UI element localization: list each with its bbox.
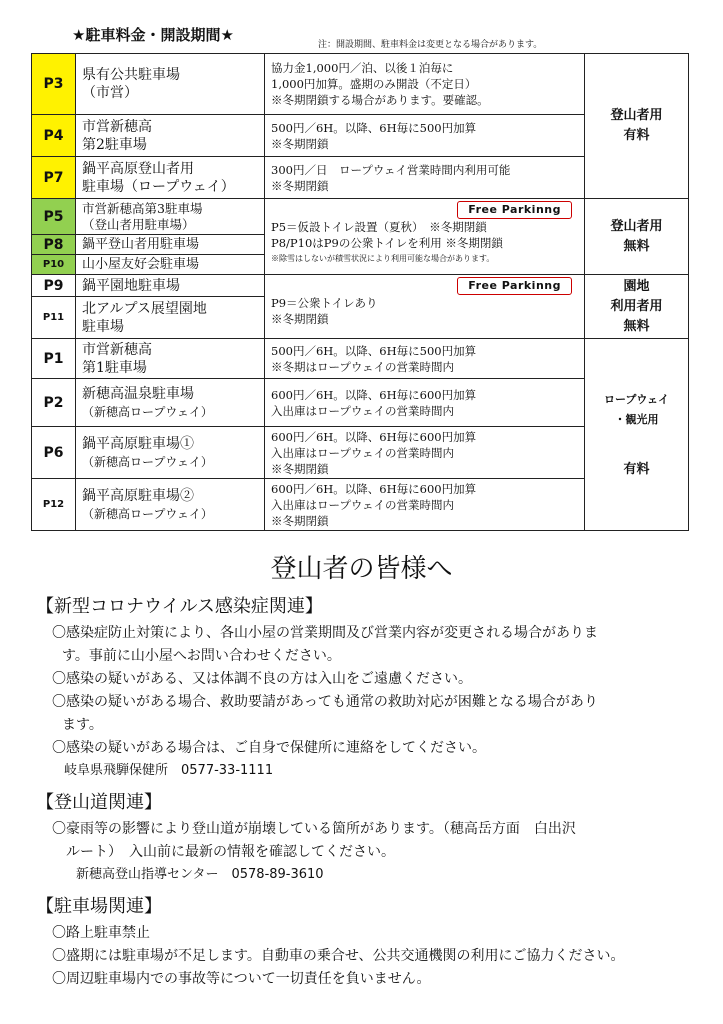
parking-name [76,54,265,115]
free-parking-badge-wrap [271,277,584,295]
parking-detail [265,427,585,479]
detail-line: 600円／6H。以降、6H毎に600円加算 [271,387,477,402]
detail-line: ※冬期閉鎖する場合があります。要確認。 [271,93,489,107]
parking-code: P7 [32,157,76,199]
detail-line: ※冬期閉鎖 [271,461,329,476]
parking-name-line: 北アルプス展望園地 [82,300,207,317]
usage-line: ・観光用 [614,412,659,426]
usage-line: 有料 [623,461,650,477]
notice-item: 〇感染の疑いがある場合は、ご自身で保健所に連絡をしてください。 [52,740,486,756]
main-heading: 登山者の皆様へ [270,554,453,584]
parking-name-line: 鍋平高原駐車場① [82,435,194,452]
header-note: 注：開設期間、駐車料金は変更となる場合があります。 [318,40,543,50]
parking-code: P1 [32,339,76,379]
parking-name: 山小屋友好会駐車場 [76,255,265,275]
section-title-covid: 【新型コロナウイルス感染症関連】 [36,596,323,617]
parking-detail [265,157,585,199]
notice-item-cont: ます。 [62,717,103,733]
detail-line: 600円／6H。以降、6H毎に600円加算 [271,429,477,444]
parking-name-line: 第1駐車場 [82,359,147,376]
parking-name [76,479,265,531]
parking-name-line: （新穂高ロープウェイ） [82,404,213,419]
parking-detail [265,199,585,275]
parking-name-line: （登山者用駐車場） [82,216,195,232]
notice-item: 〇感染の疑いがある場合、救助要請があっても通常の救助対応が困難となる場合があり [52,694,598,710]
detail-line: P8/P10はP9の公衆トイレを利用 ※冬期閉鎖 [271,236,503,250]
detail-line: 500円／6H。以降、6H毎に500円加算 [271,120,477,135]
parking-name [76,379,265,427]
parking-code: P8 [32,235,76,255]
parking-code: P3 [32,54,76,115]
detail-line: 入出庫はロープウェイの営業時間内 [271,403,454,418]
notices [36,592,720,991]
notice-item-cont: ルート） 入山前に最新の情報を確認してください。 [66,844,395,860]
parking-code: P2 [32,379,76,427]
section-title-trail: 【登山道関連】 [36,792,162,813]
parking-code: P11 [32,297,76,339]
parking-code: P5 [32,199,76,235]
usage-cell [585,339,689,531]
parking-detail [265,479,585,531]
usage-spacer [585,430,688,460]
parking-name: 鍋平登山者用駐車場 [76,235,265,255]
contact-line: 新穂高登山指導センター 0578-89-3610 [76,867,324,882]
contact-line: 岐阜県飛騨保健所 0577-33-1111 [64,763,274,778]
usage-line: 有料 [623,128,650,143]
section-title-parking: 【駐車場関連】 [36,896,162,917]
parking-name-line: （新穂高ロープウェイ） [82,506,213,521]
detail-line: P5＝仮設トイレ設置（夏秋） ※冬期閉鎖 [271,220,487,234]
detail-line: ※冬期はロープウェイの営業時間内 [271,359,454,374]
parking-detail [265,379,585,427]
table-row [32,339,689,379]
parking-name-line: 第2駐車場 [82,136,147,153]
parking-name-line: 駐車場（ロープウェイ） [82,178,235,195]
parking-name-line: 市営新穂高 [82,341,152,358]
notice-item: 〇路上駐車禁止 [52,925,150,941]
parking-name-line: 鍋平高原駐車場② [82,487,194,504]
parking-name-line: （市営） [82,85,138,101]
free-parking-badge: Free Parkinng [457,201,572,219]
parking-detail [265,275,585,339]
detail-line: ※冬期閉鎖 [271,312,329,326]
parking-name [76,157,265,199]
detail-line: 入出庫はロープウェイの営業時間内 [271,445,454,460]
notice-item-cont: す。事前に山小屋へお問い合わせください。 [62,648,341,664]
header-title: ★駐車料金・開設期間★ [72,26,234,44]
detail-line: 300円／日 ロープウェイ営業時間内利用可能 [271,162,511,177]
parking-name-line: 市営新穂高 [82,118,152,135]
table-row [32,199,689,235]
notice-item: 〇周辺駐車場内での事故等について一切責任を負いません。 [52,971,431,987]
parking-name-line: （新穂高ロープウェイ） [82,454,213,469]
usage-line: 登山者用 [610,108,663,123]
usage-line: 無料 [623,238,650,254]
parking-name [76,427,265,479]
detail-line: 600円／6H。以降、6H毎に600円加算 [271,481,477,496]
usage-line: ロープウェイ [603,392,669,406]
parking-code: P9 [32,275,76,297]
parking-table [31,53,689,531]
usage-line: 園地 [623,278,650,294]
free-parking-badge-wrap [271,201,584,219]
notice-item: 〇感染症防止対策により、各山小屋の営業期間及び営業内容が変更される場合がありま [52,625,598,641]
free-parking-badge: Free Parkinng [457,277,572,295]
parking-name [76,115,265,157]
parking-code: P6 [32,427,76,479]
usage-line: 無料 [623,318,650,334]
parking-detail [265,115,585,157]
parking-name [76,297,265,339]
parking-name-line: 市営新穂高第3駐車場 [82,200,203,216]
detail-line: 500円／6H。以降、6H毎に500円加算 [271,343,477,358]
notice-item: 〇豪雨等の影響により登山道が崩壊している箇所があります。（穂高岳方面 白出沢 [52,821,576,837]
parking-name: 鍋平園地駐車場 [76,275,265,297]
usage-line: 登山者用 [610,218,663,234]
parking-code: P12 [32,479,76,531]
usage-line: 利用者用 [610,298,663,314]
detail-line: ※冬期閉鎖 [271,513,329,528]
notice-item: 〇盛期には駐車場が不足します。自動車の乗合せ、公共交通機関の利用にご協力ください。 [52,948,625,964]
usage-cell [585,54,689,199]
parking-detail [265,339,585,379]
parking-name-line: 駐車場 [82,318,124,335]
parking-name-line: 県有公共駐車場 [82,67,180,83]
detail-line: 協力金1,000円／泊、以後１泊毎に [271,61,454,75]
parking-name-line: 新穂高温泉駐車場 [82,385,194,402]
usage-cell [585,199,689,275]
parking-code: P4 [32,115,76,157]
parking-name [76,199,265,235]
detail-line: ※冬期閉鎖 [271,178,329,193]
detail-line: 入出庫はロープウェイの営業時間内 [271,497,454,512]
parking-detail [265,54,585,115]
table-row [32,275,689,297]
detail-line: 1,000円加算。盛期のみ開設（不定日） [271,77,477,91]
parking-name-line: 鍋平高原登山者用 [82,160,194,177]
table-row [32,54,689,115]
detail-line: P9＝公衆トイレあり [271,296,378,310]
usage-cell [585,275,689,339]
detail-line: ※除雪はしないが積雪状況により利用可能な場合があります。 [271,254,495,263]
notice-item: 〇感染の疑いがある、又は体調不良の方は入山をご遠慮ください。 [52,671,472,687]
parking-code: P10 [32,255,76,275]
detail-line: ※冬期閉鎖 [271,136,329,151]
parking-name [76,339,265,379]
